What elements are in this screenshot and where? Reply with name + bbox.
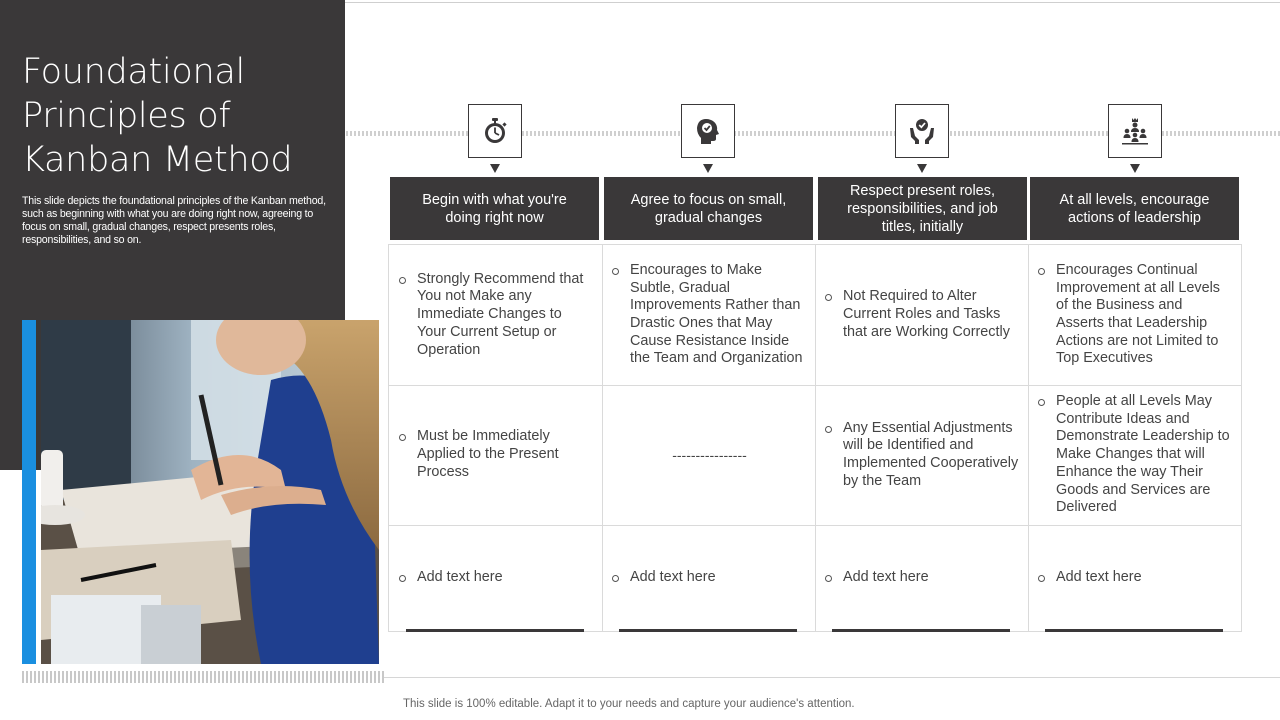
bullet-icon — [399, 434, 406, 441]
column-2-heading-text: Agree to focus on small, gradual changes — [630, 191, 787, 226]
cell-text: Must be Immediately Applied to the Present Process — [417, 428, 559, 480]
bullet-icon — [825, 426, 832, 433]
leadership-team-icon — [1120, 116, 1150, 146]
column-1-underline — [406, 629, 584, 632]
cell-text: Add text here — [630, 569, 716, 586]
table-cell-c2-r2 — [602, 385, 815, 525]
column-2-icon-box — [681, 104, 735, 158]
list-item — [825, 569, 929, 587]
table-cell-c4-r1 — [1028, 245, 1241, 385]
bullet-icon — [1038, 575, 1045, 582]
column-1-icon-box — [468, 104, 522, 158]
workspace-photo-illustration — [41, 320, 379, 664]
column-3-heading — [818, 177, 1027, 240]
list-item — [612, 262, 807, 368]
accent-bar — [22, 320, 36, 664]
workspace-photo — [41, 320, 379, 664]
list-item — [825, 288, 1020, 341]
cell-text: Encourages to Make Subtle, Gradual Improvements Rather than Drastic Ones that May Cause Resistance Inside the Team and Organization — [630, 261, 803, 367]
cell-text: Add text here — [1056, 569, 1142, 586]
cell-text: Add text here — [843, 569, 929, 586]
list-item — [399, 569, 503, 587]
column-4-icon-box — [1108, 104, 1162, 158]
column-3-heading-text: Respect present roles, responsibilities, and job titles, initially — [847, 182, 998, 235]
column-3-icon-box — [895, 104, 949, 158]
column-4-heading — [1030, 177, 1239, 240]
table-cell-c3-r1 — [815, 245, 1028, 385]
pointer-icon — [490, 164, 500, 173]
bullet-icon — [825, 294, 832, 301]
slide-description: This slide depicts the foundational principles of the Kanban method, such as beginning with what you are doing right now, agreeing to focus on small, gradual changes, respect presents roles, responsibilities, and so on. — [22, 195, 326, 246]
column-1-heading-text: Begin with what you're doing right now — [422, 191, 567, 226]
column-4-heading-text: At all levels, encourage actions of leadership — [1059, 191, 1210, 226]
list-item — [1038, 393, 1233, 517]
bullet-icon — [1038, 399, 1045, 406]
list-item — [825, 420, 1020, 491]
table-cell-c4-r2 — [1028, 385, 1241, 525]
bullet-icon — [825, 575, 832, 582]
table-cell-c4-r3 — [1028, 525, 1241, 631]
table-cell-c1-r2 — [389, 385, 602, 525]
bottom-divider — [384, 677, 1280, 678]
title-line-3: Kanban Method — [22, 140, 293, 180]
head-check-icon — [693, 116, 723, 146]
bullet-icon — [399, 277, 406, 284]
pointer-icon — [1130, 164, 1140, 173]
bullet-icon — [1038, 268, 1045, 275]
column-2-heading — [604, 177, 813, 240]
bullet-icon — [399, 575, 406, 582]
table-cell-c1-r3 — [389, 525, 602, 631]
empty-placeholder: ---------------- — [672, 447, 747, 463]
title-line-1: Foundational — [22, 52, 245, 92]
column-1-heading — [390, 177, 599, 240]
hands-check-icon — [907, 116, 937, 146]
cell-text: Strongly Recommend that You not Make any Immediate Changes to Your Current Setup or Operation — [417, 270, 584, 358]
title-line-2: Principles of — [22, 96, 231, 136]
table-cell-c3-r3 — [815, 525, 1028, 631]
list-item — [1038, 569, 1142, 587]
cell-text: Encourages Continual Improvement at all Levels of the Business and Asserts that Leadership Actions are not Limited to Top Executives — [1056, 261, 1220, 367]
column-4-underline — [1045, 629, 1223, 632]
principles-table — [388, 244, 1242, 632]
list-item — [399, 428, 594, 481]
column-2-underline — [619, 629, 797, 632]
list-item — [612, 569, 716, 587]
pointer-icon — [917, 164, 927, 173]
bullet-icon — [612, 575, 619, 582]
cell-text: Any Essential Adjustments will be Identified and Implemented Cooperatively by the Team — [843, 419, 1019, 489]
footer-note: This slide is 100% editable. Adapt it to your needs and capture your audience's attention. — [403, 698, 855, 710]
table-cell-c1-r1 — [389, 245, 602, 385]
decorative-hatch — [22, 671, 384, 683]
column-3-underline — [832, 629, 1010, 632]
bullet-icon — [612, 268, 619, 275]
table-cell-c3-r2 — [815, 385, 1028, 525]
list-item — [1038, 262, 1233, 368]
table-cell-c2-r1 — [602, 245, 815, 385]
cell-text: Add text here — [417, 569, 503, 586]
pointer-icon — [703, 164, 713, 173]
page-title — [22, 50, 337, 182]
list-item — [399, 271, 594, 360]
cell-text: Not Required to Alter Current Roles and Tasks that are Working Correctly — [843, 288, 1010, 340]
table-cell-c2-r3 — [602, 525, 815, 631]
stopwatch-icon — [480, 116, 510, 146]
top-divider — [345, 2, 1280, 3]
cell-text: People at all Levels May Contribute Ideas and Demonstrate Leadership to Make Changes that will Enhance the way Their Goods and Services are Delivered — [1056, 393, 1230, 516]
